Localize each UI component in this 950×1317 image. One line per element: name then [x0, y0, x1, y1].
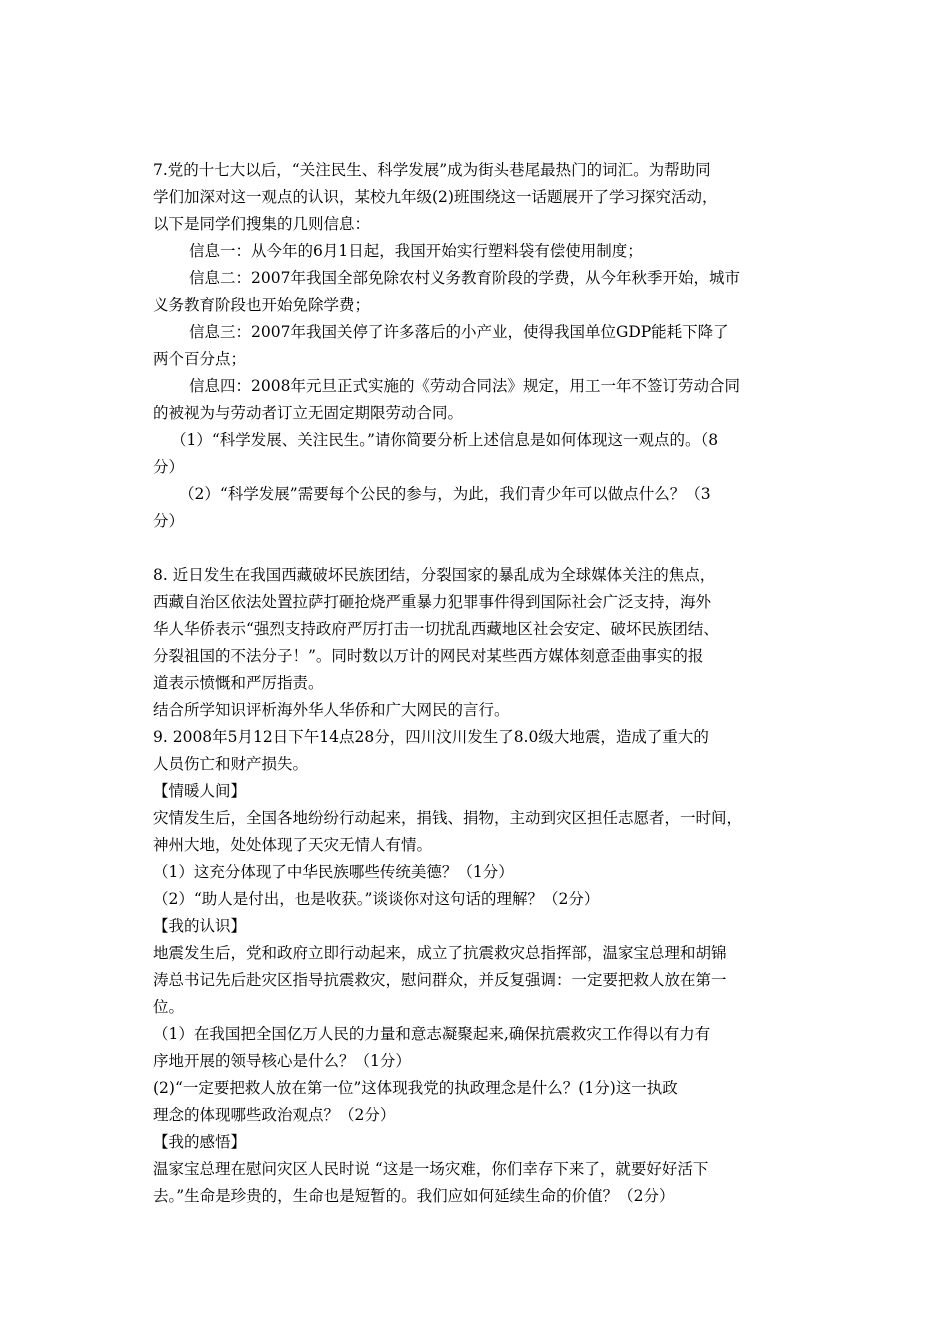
q9-section2-body-line-3: 位。 — [153, 998, 185, 1016]
q9-section2-question-2-line-1: (2)“一定要把救人放在第一位”这体现我党的执政理念是什么？(1分)这一执政 — [153, 1079, 678, 1097]
q7-sub-question-1-line-1: （1）“科学发展、关注民生。”请你简要分析上述信息是如何体现这一观点的。（8 — [171, 431, 719, 449]
q7-info-1: 信息一：从今年的6月1日起，我国开始实行塑料袋有偿使用制度； — [189, 242, 643, 260]
q9-section2-body-line-2: 涛总书记先后赴灾区指导抗震救灾，慰问群众，并反复强调：一定要把救人放在第一 — [153, 971, 727, 989]
q9-section3-body-line-1: 温家宝总理在慰问灾区人民时说 “这是一场灾难，你们幸存下来了，就要好好活下 — [153, 1160, 709, 1178]
q7-info-3-line-1: 信息三：2007年我国关停了许多落后的小产业，使得我国单位GDP能耗下降了 — [189, 323, 729, 341]
q9-section2-body-line-1: 地震发生后，党和政府立即行动起来，成立了抗震救灾总指挥部，温家宝总理和胡锦 — [153, 944, 727, 962]
q7-sub-question-1-line-2: 分） — [153, 458, 185, 476]
q8-line-3: 华人华侨表示“强烈支持政府严厉打击一切扰乱西藏地区社会安定、破坏民族团结、 — [153, 620, 719, 638]
q8-line-4: 分裂祖国的不法分子！”。同时数以万计的网民对某些西方媒体刻意歪曲事实的报 — [153, 647, 704, 665]
q9-intro-line-1: 9. 2008年5月12日下午14点28分，四川汶川发生了8.0级大地震，造成了重大的 — [153, 728, 709, 746]
q9-section1-body-line-2: 神州大地，处处体现了天灾无情人有情。 — [153, 836, 433, 854]
q9-section1-question-2: （2）“助人是付出，也是收获。”谈谈你对这句话的理解？（2分） — [153, 890, 600, 908]
q7-info-2-line-2: 义务教育阶段也开始免除学费； — [153, 296, 371, 314]
q7-intro-line-2: 学们加深对这一观点的认识，某校九年级(2)班围绕这一话题展开了学习探究活动， — [153, 188, 718, 206]
q9-section3-body-line-2: 去。”生命是珍贵的，生命也是短暂的。我们应如何延续生命的价值？（2分） — [153, 1187, 675, 1205]
q8-line-2: 西藏自治区依法处置拉萨打砸抢烧严重暴力犯罪事件得到国际社会广泛支持，海外 — [153, 593, 712, 611]
q9-section2-question-1-line-2: 序地开展的领导核心是什么？（1分） — [153, 1052, 411, 1070]
q7-intro-line-1: 7.党的十七大以后，“关注民生、科学发展”成为街头巷尾最热门的词汇。为帮助同 — [153, 161, 711, 179]
q7-info-3-line-2: 两个百分点； — [153, 350, 247, 368]
q7-info-4-line-1: 信息四：2008年元旦正式实施的《劳动合同法》规定，用工一年不签订劳动合同 — [189, 377, 740, 395]
q7-info-4-line-2: 的被视为与劳动者订立无固定期限劳动合同。 — [153, 404, 464, 422]
q8-line-5: 道表示愤慨和严厉指责。 — [153, 674, 324, 692]
q7-sub-question-2-line-1: （2）“科学发展”需要每个公民的参与，为此，我们青少年可以做点什么？（3 — [179, 485, 711, 503]
q9-section1-question-1: （1）这充分体现了中华民族哪些传统美德？（1分） — [153, 863, 514, 881]
q7-intro-line-3: 以下是同学们搜集的几则信息： — [153, 215, 371, 233]
q9-section-heading-understanding: 【我的认识】 — [153, 917, 247, 935]
q9-section-heading-reflection: 【我的感悟】 — [153, 1133, 247, 1151]
q9-section-heading-warmth: 【情暖人间】 — [153, 782, 247, 800]
q8-line-1: 8. 近日发生在我国西藏破坏民族团结，分裂国家的暴乱成为全球媒体关注的焦点， — [153, 566, 716, 584]
q9-section2-question-1-line-1: （1）在我国把全国亿万人民的力量和意志凝聚起来,确保抗震救灾工作得以有力有 — [153, 1025, 711, 1043]
q7-info-2-line-1: 信息二：2007年我国全部免除农村义务教育阶段的学费，从今年秋季开始，城市 — [189, 269, 740, 287]
q9-intro-line-2: 人员伤亡和财产损失。 — [153, 755, 309, 773]
q7-sub-question-2-line-2: 分） — [153, 512, 185, 530]
q9-section1-body-line-1: 灾情发生后，全国各地纷纷行动起来，捐钱、捐物，主动到灾区担任志愿者，一时间， — [153, 809, 743, 827]
q9-section2-question-2-line-2: 理念的体现哪些政治观点？（2分） — [153, 1106, 396, 1124]
q8-question: 结合所学知识评析海外华人华侨和广大网民的言行。 — [153, 701, 510, 719]
